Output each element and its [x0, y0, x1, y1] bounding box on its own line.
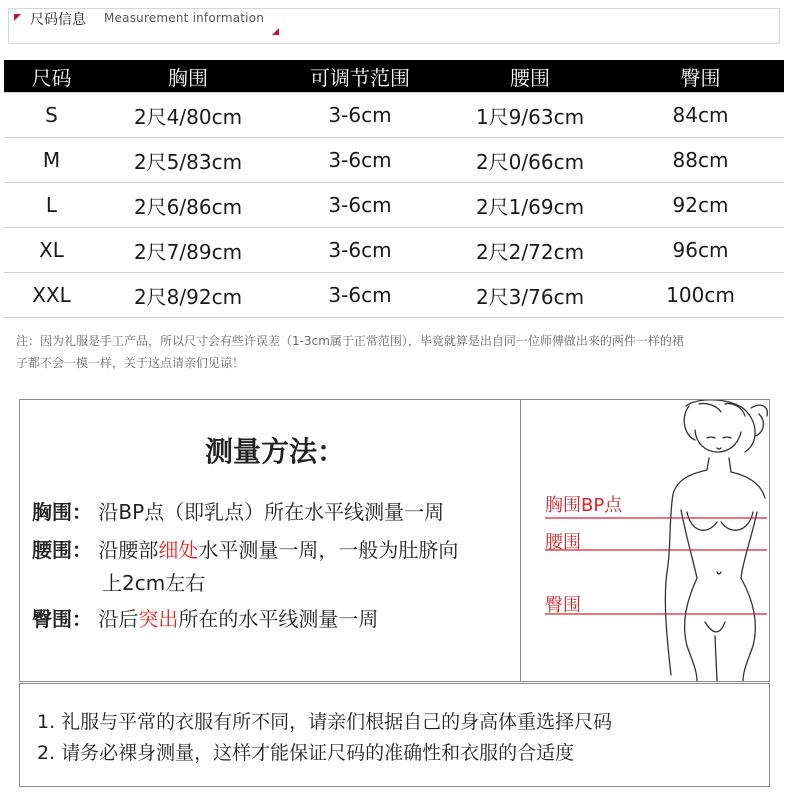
bust-text: 沿BP点（即乳点）所在水平线测量一周 [92, 500, 445, 524]
size-table [4, 60, 784, 318]
table-cell: 96cm [617, 228, 784, 273]
hip-text: 所在的水平线测量一周 [178, 607, 379, 631]
column-header: 臀围 [617, 60, 784, 93]
table-row [4, 138, 784, 183]
table-cell: 2尺1/69cm [443, 183, 617, 228]
waist-text: 水平测量一周，一般为肚脐向 [198, 538, 459, 562]
waist-label: 腰围： [32, 538, 92, 562]
table-cell: 84cm [617, 93, 784, 138]
hip-text: 沿后 [92, 607, 139, 631]
waist-text: 沿腰部 [92, 538, 159, 562]
table-cell: 3-6cm [277, 228, 443, 273]
table-cell: XL [4, 228, 99, 273]
table-cell: 92cm [617, 183, 784, 228]
column-header: 腰围 [443, 60, 617, 93]
tip-item: 1. 礼服与平常的衣服有所不同，请亲们根据自己的身高体重选择尺码 [37, 711, 613, 733]
body-figure [521, 400, 769, 681]
table-cell: 3-6cm [277, 183, 443, 228]
column-header: 尺码 [4, 60, 99, 93]
bust-label: 胸围： [32, 500, 92, 524]
hip-instruction [32, 603, 378, 632]
table-cell: 2尺5/83cm [99, 138, 277, 183]
table-cell: 3-6cm [277, 138, 443, 183]
tolerance-note [16, 330, 776, 374]
table-cell: S [4, 93, 99, 138]
table-cell: XXL [4, 273, 99, 318]
corner-mark-icon [14, 14, 21, 21]
table-cell: M [4, 138, 99, 183]
table-cell: 88cm [617, 138, 784, 183]
method-title: 测量方法： [205, 435, 346, 468]
table-cell: 3-6cm [277, 273, 443, 318]
table-cell: 2尺7/89cm [99, 228, 277, 273]
table-cell: 100cm [617, 273, 784, 318]
table-cell: 1尺9/63cm [443, 93, 617, 138]
table-cell: 3-6cm [277, 93, 443, 138]
note-line: 子都不会一模一样，关于这点请亲们见谅！ [16, 356, 245, 370]
figure-label-bust: 胸围BP点 [545, 495, 623, 516]
table-cell: 2尺0/66cm [443, 138, 617, 183]
tips-panel [19, 683, 770, 787]
column-header: 可调节范围 [277, 60, 443, 93]
note-line: 注：因为礼服是手工产品，所以尺寸会有些许误差（1-3cm属于正常范围），毕竟就算是出自同一位师傅做出来的两件一样的裙 [16, 334, 684, 348]
hip-label: 臀围： [32, 607, 92, 631]
table-cell: 2尺2/72cm [443, 228, 617, 273]
table-row [4, 228, 784, 273]
section-title: 尺码信息 [30, 12, 86, 28]
waist-instruction [32, 534, 458, 563]
corner-mark-icon [272, 28, 279, 35]
bust-instruction [32, 496, 444, 525]
figure-label-waist: 腰围 [545, 532, 581, 553]
waist-highlight: 细处 [158, 538, 199, 562]
table-row [4, 93, 784, 138]
figure-label-hip: 臀围 [545, 595, 581, 616]
table-cell: 2尺6/86cm [99, 183, 277, 228]
section-subtitle: Measurement information [104, 11, 265, 25]
table-row [4, 273, 784, 318]
waist-instruction-continued: 上2cm左右 [102, 571, 206, 595]
table-cell: 2尺3/76cm [443, 273, 617, 318]
table-header-row [4, 60, 784, 93]
table-cell: L [4, 183, 99, 228]
table-cell: 2尺8/92cm [99, 273, 277, 318]
tip-item: 2. 请务必裸身测量，这样才能保证尺码的准确性和衣服的合适度 [37, 742, 575, 764]
table-cell: 2尺4/80cm [99, 93, 277, 138]
table-row [4, 183, 784, 228]
column-header: 胸围 [99, 60, 277, 93]
hip-highlight: 突出 [138, 607, 179, 631]
